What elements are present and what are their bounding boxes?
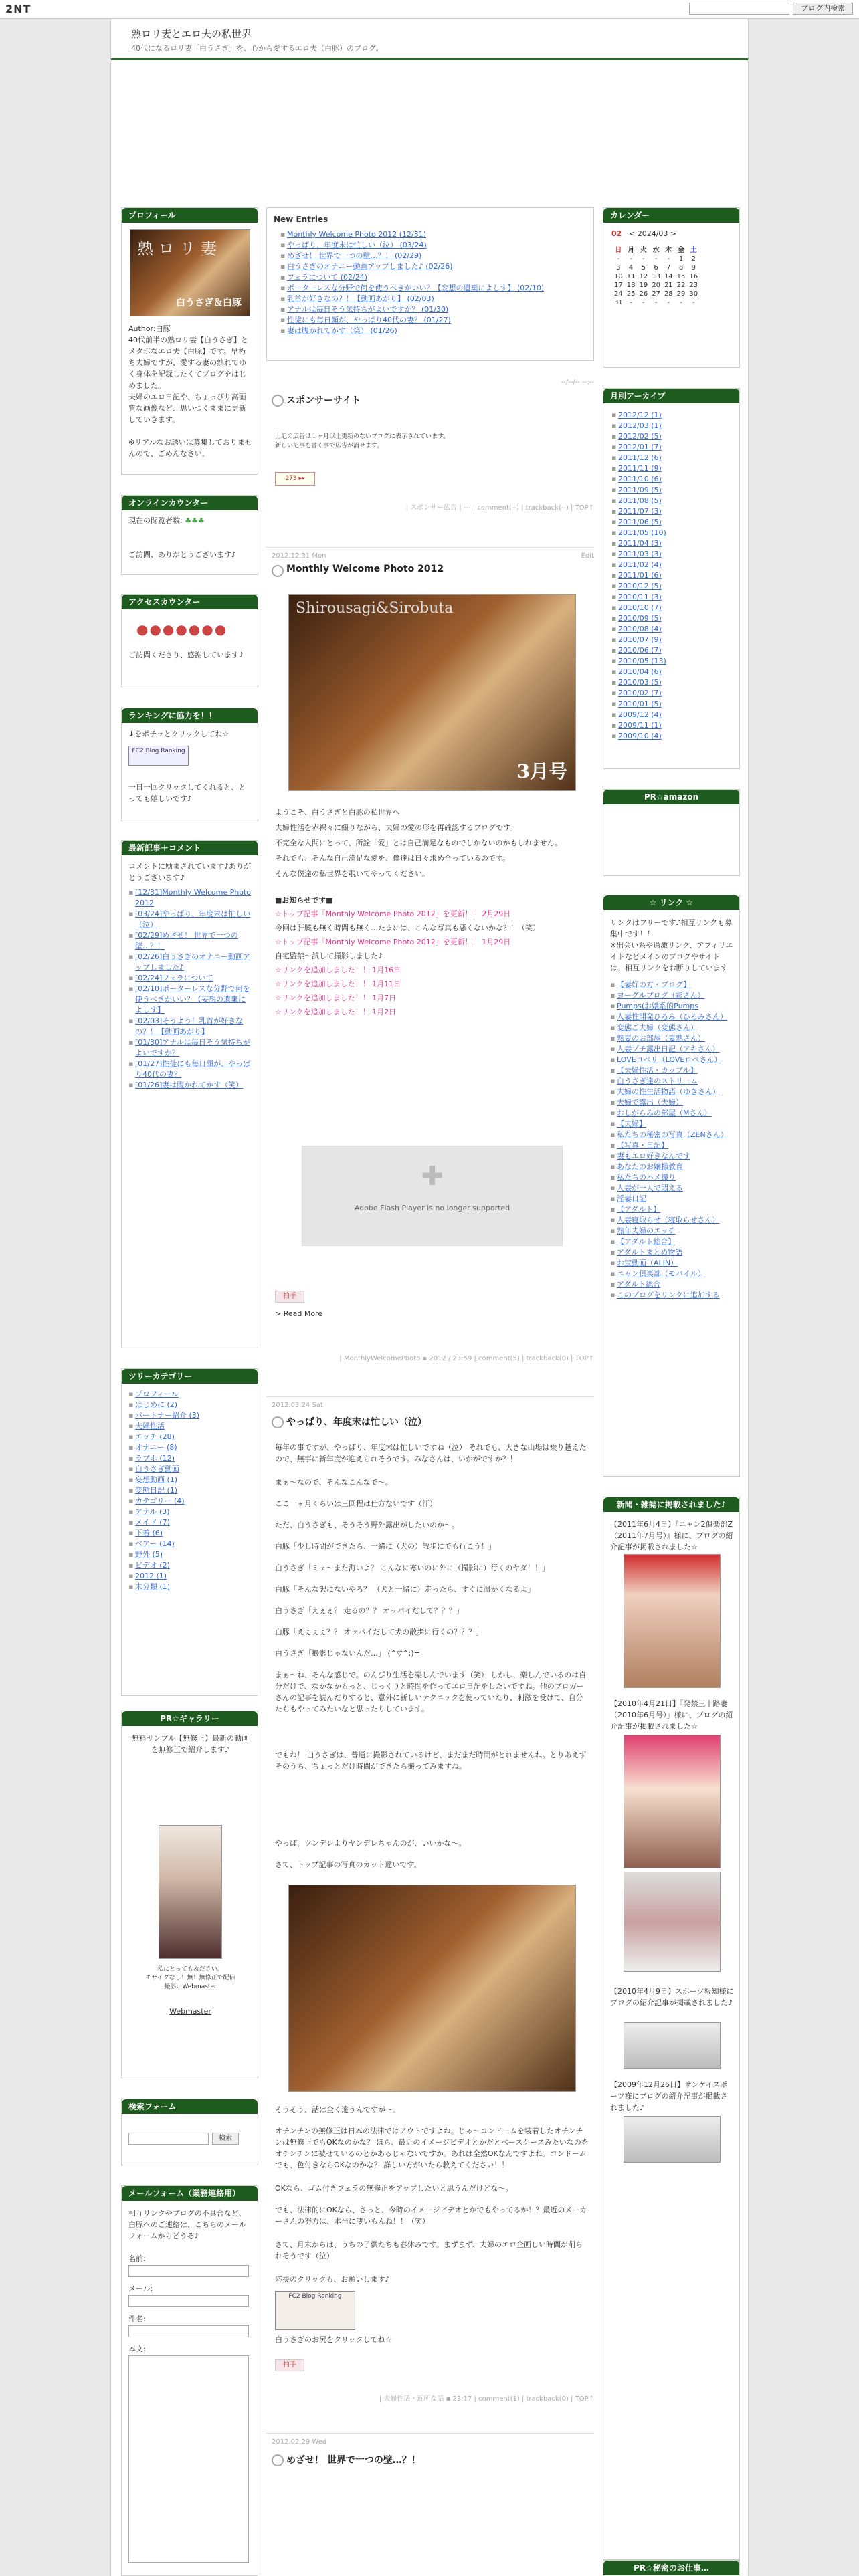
news-item: 【2009年12月26日】サンケイスポーツ様にブログの紹介記事が掲載されました♪ [610, 2080, 728, 2112]
calendar-day-header: 日 [615, 247, 622, 254]
post1-photo-bottom-text: 3月号 [516, 760, 567, 782]
online-counter-box: オンラインカウンター 現在の閲覧者数: ♣♣♣ ご訪問、ありがとうございます♪ [121, 495, 258, 575]
archive-list [611, 410, 735, 742]
calendar-day: 9 [691, 264, 696, 272]
archive-item[interactable]: ▪ 2011/01 (6) [611, 570, 735, 581]
archive-item[interactable]: ▪ 2012/02 (5) [611, 431, 735, 442]
archive-item[interactable]: ▪ 2009/11 (1) [611, 720, 735, 731]
post1-news-item: ☆リンクを追加しました！！ 1月11日 [275, 980, 401, 988]
new-entries-list [280, 229, 588, 336]
calendar-day: 12 [639, 273, 648, 280]
new-entries-box [266, 207, 594, 361]
news-heading: 新聞・雑誌に掲載されました♪ [603, 1497, 739, 1512]
top-bar [0, 0, 859, 19]
tree-category-item[interactable]: ▪ はじめに (2) [128, 1400, 252, 1410]
post1-photo[interactable] [288, 594, 576, 791]
calendar-day: 27 [652, 290, 660, 298]
search-input[interactable] [128, 2133, 209, 2145]
calendar-day: 13 [652, 273, 660, 280]
flash-message: Adobe Flash Player is no longer supported [354, 1204, 510, 1212]
profile-warning: ※リアルなお誘いは募集しておりませんので、ごめんなさい。 [128, 438, 252, 458]
new-entry-item[interactable]: ▪ めざせ！ 世界で一つの壁…？！ (02/29) [280, 251, 588, 261]
link-item[interactable]: ▪ 熟年夫婦のエッチ [610, 1226, 734, 1237]
calendar-day: - [667, 299, 670, 306]
new-entries-heading: New Entries [274, 215, 328, 224]
access-counter-thanks: ご訪問くださり、感謝しています♪ [128, 651, 244, 659]
new-entry-item[interactable]: ▪ Monthly Welcome Photo 2012 (12/31) [280, 229, 588, 240]
tree-category-item[interactable]: ▪ メイド (7) [128, 1517, 252, 1528]
tree-category-item[interactable]: ▪ 夫婦性活 [128, 1421, 252, 1432]
calendar-day: 29 [676, 290, 686, 298]
access-counter-box [121, 594, 258, 687]
post1-news-item: ☆リンクを追加しました！！ 1月7日 [275, 994, 397, 1002]
pr-gallery-heading: PR☆ギャラリー [122, 1711, 258, 1726]
tree-category-item[interactable]: ▪ 変態日記 (1) [128, 1485, 252, 1496]
link-item[interactable]: ▪ 人妻性開発ひろみ（ひろみさん） [610, 1012, 734, 1023]
calendar-day: 7 [666, 264, 671, 272]
newspaper-clip-2[interactable] [624, 2116, 721, 2163]
archive-item[interactable]: ▪ 2011/07 (3) [611, 506, 735, 517]
calendar-day-header: 水 [652, 247, 660, 254]
site-logo[interactable]: 2NT [5, 3, 31, 15]
calendar-nav[interactable]: < 2024/03 > [629, 229, 677, 238]
page-container [110, 19, 749, 2576]
post2-para: でもね！ 白うさぎは、普通に撮影されているけど、まだまだ時間がとれませんね。とりあえずそのうち、ちょっとだけ時間ができたら撮ってみますね。 [275, 1751, 587, 1771]
link-item[interactable]: ▪ LOVEロペリ（LOVEロペさん） [610, 1055, 734, 1065]
link-item[interactable]: ▪ 熟妻のお部屋（妻熟さん） [610, 1033, 734, 1044]
archive-item[interactable]: ▪ 2010/08 (4) [611, 624, 735, 635]
recent-comment-item[interactable]: ▪ [02/03]そうよう！乳首が好きなの？！【動画あがり】 [128, 1016, 252, 1037]
archive-item[interactable]: ▪ 2011/02 (4) [611, 560, 735, 570]
post2-para: まぁ～なので、そんなこんなで～。 [275, 1478, 393, 1487]
archive-item[interactable]: ▪ 2011/09 (5) [611, 485, 735, 496]
link-item[interactable]: ▪ あなたのお嬢様教育 [610, 1162, 734, 1172]
post2-quote: 白豚「えぇぇぇ？？ オッパイだして犬の散歩に行くの？？？」 [275, 1628, 484, 1636]
link-item[interactable]: ▪ ニャン倶楽部（モバイル） [610, 1269, 734, 1279]
calendar-day: 16 [689, 273, 698, 280]
post2-para: 白うさぎのお尻をクリックしてね☆ [275, 2335, 392, 2344]
calendar-day: 21 [664, 282, 673, 289]
link-item[interactable]: ▪ アダルトまとめ物語 [610, 1247, 734, 1258]
recent-comment-item[interactable]: ▪ [01/30]アナルは毎日そう気持ちがよいですか？ [128, 1037, 252, 1059]
post1-read-more-link[interactable]: > Read More [275, 1309, 323, 1318]
calendar-day: - [680, 299, 682, 306]
tree-category-item[interactable]: ▪ ベアー (14) [128, 1539, 252, 1549]
link-item[interactable]: ▪ 私たちの秘密の写真（ZENさん） [610, 1130, 734, 1140]
tree-category-item[interactable]: ▪ 白うさぎ動画 [128, 1464, 252, 1475]
new-entry-item[interactable]: ▪ アナルは毎日そう気持ちがよいですか？ (01/30) [280, 304, 588, 315]
ranking-badge[interactable]: FC2 Blog Ranking [128, 746, 189, 766]
calendar-day: 20 [652, 282, 660, 289]
sponsor-title[interactable]: スポンサーサイト [272, 393, 593, 407]
archive-item[interactable]: ▪ 2010/03 (5) [611, 677, 735, 688]
post1-news-item: ☆トップ記事「Monthly Welcome Photo 2012」を更新！！ 1月29日 [275, 938, 511, 946]
archive-item[interactable]: ▪ 2011/12 (6) [611, 453, 735, 463]
calendar-day: 17 [614, 282, 623, 289]
calendar-day-header: 月 [628, 247, 635, 254]
archive-item[interactable]: ▪ 2011/10 (6) [611, 474, 735, 485]
link-item[interactable]: ▪ このブログをリンクに追加する [610, 1290, 734, 1301]
mail-subject-label: 件名: [128, 2315, 146, 2323]
new-entry-item[interactable]: ▪ 白うさぎのオナニー動画アップしました♪ (02/26) [280, 261, 588, 272]
archive-item[interactable]: ▪ 2010/11 (3) [611, 592, 735, 603]
archive-item[interactable]: ▪ 2011/11 (9) [611, 463, 735, 474]
post2-para: まぁ～ね、そんな感じで。のんびり生活を楽しんでいます（笑） しかし、楽しんでいるのは自分だけで、なかなかもっと、じっくりと時間を作ってエロ日記をしたいですね。他のブロガーさんの記事を読んだりすると、意外に新しいテクニックを使っていたり、刺激を受けて、自分たちもやってみたいなと思ったりしています。 [275, 1671, 587, 1713]
flash-placeholder [302, 1146, 563, 1246]
post2-quote: 白うさぎ「撮影じゃないんだ…」 (^▽^;)= [275, 1649, 420, 1658]
post1-line: 不完全な人間にとって、所詮「愛」とは自己満足なものでしかないのかもしれません。 [275, 839, 563, 847]
calendar-day: - [642, 255, 645, 263]
archive-item[interactable]: ▪ 2010/10 (7) [611, 603, 735, 613]
post1-clap-button[interactable]: 拍手 [275, 1291, 304, 1303]
new-entry-item[interactable]: ▪ フェラについて (02/24) [280, 272, 588, 283]
link-item[interactable]: ▪ おしがらみの部屋（Mさん） [610, 1108, 734, 1119]
post1-date: 2012.12.31 Mon [272, 552, 326, 560]
post2-para: さて、月末からは、うちの子供たちも春休みです。まずまず、夫婦のエロ企画しい時間が削られそうです（泣） [275, 2240, 583, 2260]
post1-news-item: ☆リンクを追加しました！！ 1月16日 [275, 966, 401, 974]
separator [266, 1396, 594, 1397]
mail-form-box [121, 2185, 258, 2576]
tree-category-item[interactable]: ▪ 野外 (5) [128, 1549, 252, 1560]
ranking-text-2: 一日一回クリックしてくれると、とっても嬉しいです♪ [128, 783, 246, 803]
calendar-day-header: 火 [640, 247, 647, 254]
link-item[interactable]: ▪ 人妻寝取らせ（寝取らせさん） [610, 1215, 734, 1226]
recent-comments-box [121, 840, 258, 1348]
link-item[interactable]: ▪ ヨーグルブログ（彩さん） [610, 990, 734, 1001]
post1-body [275, 807, 589, 883]
new-entry-item[interactable]: ▪ 乳首が好きなの？！【動画あがり】 (02/03) [280, 294, 588, 304]
post1-photo-top-text: Shirousagi&Sirobuta [296, 600, 454, 617]
new-entry-item[interactable]: ▪ やっぱり、年度末は忙しい（泣） (03/24) [280, 240, 588, 251]
pr-bottom-heading: PR☆秘密のお仕事… [603, 2561, 739, 2575]
pr-gallery-box [121, 1711, 258, 2078]
mail-name-input[interactable] [128, 2265, 249, 2277]
post2-para: オチンチンの無修正は日本の法律ではアウトですよね。じゃ～コンドームを装着したオチンチンは無修正でもOKなのかな？ ほら、最近のイメージビデオとかだとベースケースみたいなのをオチンチンに被せているのとかあるじゃないですか。あれは全然OKなんですよね。コンドームでも、色付きならOKなのかな？ 詳しい方がいたら教えてください！！ [275, 2127, 589, 2169]
post2-photo[interactable] [288, 1885, 576, 2092]
tree-category-item[interactable]: ▪ カテゴリー (4) [128, 1496, 252, 1507]
link-item[interactable]: ▪ アダルト総合 [610, 1279, 734, 1290]
post3-date: 2012.02.29 Wed [272, 2438, 327, 2446]
link-item[interactable]: ▪ 白うさぎ達のストリーム [610, 1076, 734, 1087]
archive-heading: 月別アーカイブ [603, 389, 739, 403]
link-item[interactable]: ▪ 夫婦の性生活物語（ゆきさん） [610, 1087, 734, 1097]
sponsor-footer: | スポンサー広告 | --- | comment(--) | trackback(--) | TOP↑ [405, 504, 594, 512]
profile-image: 熟 ロ リ 妻 白うさぎ＆白豚 [130, 229, 250, 316]
tree-category-item[interactable]: ▪ 妄想動画 (1) [128, 1475, 252, 1485]
link-item[interactable]: ▪ 【妻好の方・ブログ】 [610, 980, 734, 990]
link-item[interactable]: ▪ 人妻が一人で悶える [610, 1183, 734, 1194]
post2-quote: 白豚「少し時間ができたら、一緒に（犬の）散歩にでも行こう！」 [275, 1542, 496, 1551]
post1-news-item: 自宅監禁～試して撮影しました♪ [275, 952, 383, 960]
link-item[interactable]: ▪ お宝動画（ALIN） [610, 1258, 734, 1269]
search-form-box [121, 2099, 258, 2165]
post2-title[interactable]: やっぱり、年度末は忙しい（泣） [272, 1415, 593, 1428]
tree-category-item[interactable]: ▪ ラブホ (12) [128, 1453, 252, 1464]
calendar-day: 31 [614, 299, 623, 306]
link-item[interactable]: ▪ 【アダルト】 [610, 1204, 734, 1215]
post2-quote: 白うさぎ「えぇぇ？ 走るの？？ オッパイだして？？？」 [275, 1606, 464, 1615]
tree-category-item[interactable]: ▪ 未分類 (1) [128, 1582, 252, 1592]
news-item: 【2010年4月21日】「発禁三十路妻（2010年6月号）」様に、ブログの紹介記事が掲載されました☆ [610, 1699, 733, 1731]
archive-item[interactable]: ▪ 2012/01 (7) [611, 442, 735, 453]
calendar-day: 23 [689, 282, 698, 289]
post2-para: そうそう、話は全く違うんですが～。 [275, 2105, 400, 2114]
post3-title[interactable]: めざせ！ 世界で一つの壁…？！ [272, 2453, 593, 2466]
calendar-day: - [642, 299, 645, 306]
calendar-month: 02 [611, 229, 622, 238]
mail-body-label: 本文: [128, 2345, 146, 2353]
mail-form-text: 相互リンクやブログの不具合など、白豚へのご連絡は、こちらのメールフォームからどうぞ♪ [128, 2209, 246, 2240]
recent-comment-item[interactable]: ▪ [02/10]ポーターレスな分野で何を使うべきかいい？【妄想の遺棄によしす】 [128, 984, 252, 1016]
post2-quote: 白うさぎ「ミェ～また海いよ？ こんなに寒いのに外に（撮影に）行くのヤダ！！」 [275, 1564, 550, 1572]
recent-comment-item[interactable]: ▪ [01/27]性徒にも毎日顔が、やっぱり40代の妻？ [128, 1059, 252, 1080]
calendar-day: 11 [626, 273, 636, 280]
pr-gallery-text: 無料サンプル【無修正】最新の動画を無修正で紹介します♪ [131, 1734, 249, 1754]
post1-line: それでも、そんな自己満足な愛を、僕達は日々求め合っているのです。 [275, 854, 510, 863]
links-box [603, 895, 740, 1477]
tree-category-item[interactable]: ▪ オナニー (8) [128, 1442, 252, 1453]
calendar-day: 4 [628, 264, 634, 272]
news-item: 【2010年4月9日】スポーツ報知様にブログの紹介記事が掲載されました♪ [610, 1987, 734, 2007]
archive-item[interactable]: ▪ 2010/05 (13) [611, 656, 735, 667]
new-entry-item[interactable]: ▪ 妻は腹かれてかす（笑） (01/26) [280, 326, 588, 336]
archive-item[interactable]: ▪ 2011/08 (5) [611, 496, 735, 506]
post1-line: ようこそ、白うさぎと白豚の私世界へ [275, 808, 400, 817]
plugin-icon: ✚ [421, 1161, 444, 1192]
tree-category-item[interactable]: ▪ パートナー紹介 (3) [128, 1410, 252, 1421]
amazon-box [603, 789, 740, 876]
calendar-day: - [617, 255, 620, 263]
profile-box [121, 207, 258, 475]
link-item[interactable]: ▪ 【写真・日記】 [610, 1140, 734, 1151]
recent-comment-item[interactable]: ▪ [03/24]やっぱり、年度末は忙しい（泣） [128, 909, 252, 930]
archive-item[interactable]: ▪ 2010/06 (7) [611, 645, 735, 656]
calendar-day: - [630, 299, 632, 306]
calendar-day: 24 [614, 290, 623, 298]
calendar-day: 25 [626, 290, 636, 298]
blog-subtitle: 40代になるロリ妻「白うさぎ」を、心から愛するエロ夫（白豚）のブログ。 [131, 44, 383, 53]
post2-para: でも、法律的にOKなら、さっと、今時のイメージビデオとかでもやってるか！？最近のメーカーさんの努力は、本当に凄いもんね！！（笑） [275, 2206, 587, 2226]
recent-comment-item[interactable]: ▪ [01/26]妻は腹かれてかす（笑） [128, 1080, 252, 1091]
post1-line: 夫婦性活を赤裸々に綴りながら、夫婦の愛の形を再確認するブログです。 [275, 823, 518, 832]
link-item[interactable]: ▪ 【夫婦】 [610, 1119, 734, 1130]
post2-footer: | 夫婦性活・近所な話 ▪ 23:17 | comment(1) | trackback(0) | TOP↑ [379, 2395, 594, 2403]
separator [266, 2433, 594, 2434]
new-entry-item[interactable]: ▪ ポーターレスな分野で何を使うべきかいい？【妄想の遺棄によしす】 (02/10) [280, 283, 588, 294]
archive-item[interactable]: ▪ 2011/03 (3) [611, 549, 735, 560]
new-entry-item[interactable]: ▪ 性徒にも毎日顔が、やっぱり40代の妻？ (01/27) [280, 315, 588, 326]
calendar-day: 14 [664, 273, 673, 280]
amazon-heading: PR☆amazon [603, 790, 739, 804]
calendar-day: - [692, 299, 695, 306]
post2-para: やっぱ、ツンデレよりヤンデレちゃんのが、いいかな～。 [275, 1839, 466, 1848]
mail-address-input[interactable] [128, 2295, 249, 2307]
tree-category-item[interactable]: ▪ 下着 (6) [128, 1528, 252, 1539]
calendar-day: 18 [626, 282, 636, 289]
links-intro: リンクはフリーです♪相互リンクも募集中です！！ [610, 918, 733, 938]
ranking-heading: ランキングに協力を！！ [122, 708, 258, 723]
calendar-day: 28 [664, 290, 673, 298]
calendar-heading: カレンダー [603, 208, 739, 223]
calendar-day: 2 [691, 255, 696, 263]
sponsor-ad-badge[interactable]: 273 ▸▸ [275, 472, 315, 486]
tree-category-item[interactable]: ▪ アナル (3) [128, 1507, 252, 1517]
gallery-caption[interactable]: 私にとっても＆ださい。 モザイクなし！無！無修正で配信 撮影：Webmaster [145, 1966, 235, 1990]
link-item[interactable]: ▪ 人妻プチ露出日記（アキさん） [610, 1044, 734, 1055]
post1-footer: | MonthlyWelcomePhoto ▪ 2012 / 23:59 | comment(5) | trackback(0) | TOP↑ [339, 1355, 594, 1362]
calendar-day: 19 [639, 282, 648, 289]
calendar-day: 22 [676, 282, 686, 289]
profile-heading: プロフィール [122, 208, 258, 223]
calendar-day: 6 [654, 264, 658, 272]
calendar-day: 10 [614, 273, 623, 280]
calendar-day: - [654, 255, 658, 263]
tree-category-heading: ツリーカテゴリー [122, 1369, 258, 1384]
calendar-day: 26 [639, 290, 648, 298]
news-box [603, 1497, 740, 2560]
online-counter-thanks: ご訪問、ありがとうございます♪ [128, 550, 237, 559]
link-item[interactable]: ▪ 【夫婦性活・カップル】 [610, 1065, 734, 1076]
post1-line: そんな僕達の私世界を覗いてやってください。 [275, 869, 430, 878]
archive-item[interactable]: ▪ 2009/12 (4) [611, 710, 735, 720]
search-form-heading: 検索フォーム [122, 2099, 258, 2114]
mail-name-label: 名前: [128, 2254, 146, 2263]
link-item[interactable]: ▪ 淫妻日記 [610, 1194, 734, 1204]
links-heading: ☆ リンク ☆ [603, 895, 739, 910]
calendar-table [611, 243, 700, 308]
link-item[interactable]: ▪ 妻もエロ好きなんです [610, 1151, 734, 1162]
post1-news-item: 今回は肝臓も無く時間も無く…たまには、こんな写真も悪くないかな？！（笑） [275, 924, 540, 932]
calendar-day-header: 木 [665, 247, 672, 254]
calendar-day: 30 [689, 290, 698, 298]
calendar-day: 8 [678, 264, 684, 272]
post2-clap-button[interactable]: 拍手 [275, 2359, 304, 2371]
link-item[interactable]: ▪ 私たちのハメ撮り [610, 1172, 734, 1183]
recent-comments-heading: 最新記事＋コメント [122, 841, 258, 855]
recent-comment-item[interactable]: ▪ [02/24]フェラについて [128, 973, 252, 984]
ranking-text: ↓をポチッとクリックしてね☆ [128, 730, 229, 738]
recent-comment-item[interactable]: ▪ [02/29]めざせ！ 世界で一つの壁…？！ [128, 930, 252, 952]
tree-category-list [128, 1389, 252, 1592]
tree-category-item[interactable]: ▪ エッチ (28) [128, 1432, 252, 1442]
post2-date: 2012.03.24 Sat [272, 1402, 323, 1409]
online-counter-label: 現在の閲覧者数: [128, 516, 183, 525]
post2-quote: 白豚「そんな訳にないやろ？ （犬と一緒に）走ったら、すぐに温かくなるよ」 [275, 1585, 535, 1594]
post2-ranking-badge[interactable]: FC2 Blog Ranking [275, 2291, 355, 2330]
link-item[interactable]: ▪ Pumps(お嬢系的Pumps [610, 1001, 734, 1012]
post2-para: ここ一ヶ月くらいは三回程は仕方ないです（汗） [275, 1499, 437, 1508]
recent-comments-intro: コメントに励まされています♪ありがとうございます♪ [128, 862, 252, 882]
blog-search-input[interactable] [689, 3, 789, 15]
calendar-day: - [667, 255, 670, 263]
archive-item[interactable]: ▪ 2009/10 (4) [611, 731, 735, 742]
calendar-day-header: 土 [690, 247, 697, 254]
post2-para: ただ、白うさぎも、そうそう野外露出がしたいのか～。 [275, 1521, 459, 1529]
tree-category-box [121, 1368, 258, 1696]
pr-bottom-box [603, 2560, 740, 2576]
post1-edit-link[interactable]: Edit [581, 552, 594, 560]
magazine-page-image[interactable] [624, 1872, 721, 1972]
calendar-day: 5 [641, 264, 646, 272]
archive-item[interactable]: ▪ 2010/02 (7) [611, 688, 735, 699]
mail-subject-input[interactable] [128, 2325, 249, 2337]
tree-category-item[interactable]: ▪ 2012 (1) [128, 1571, 252, 1582]
calendar-day: - [654, 299, 658, 306]
archive-item[interactable]: ▪ 2010/12 (5) [611, 581, 735, 592]
post1-news-item: ☆リンクを追加しました！！ 1月2日 [275, 1008, 397, 1016]
archive-item[interactable]: ▪ 2011/04 (3) [611, 538, 735, 549]
calendar-day: 1 [678, 255, 684, 263]
search-button[interactable]: 検索 [212, 2133, 239, 2145]
recent-comment-item[interactable]: ▪ [02/26]白うさぎのオナニー動画アップしました♪ [128, 952, 252, 973]
sponsor-body: 上記の広告は１ヶ月以上更新のないブログに表示されています。 新しい記事を書く事で広告が消せます。 [275, 433, 450, 449]
online-counter-heading: オンラインカウンター [122, 496, 258, 510]
recent-comments-list [128, 887, 252, 1091]
links-list [610, 980, 734, 1301]
post1-news-item: ☆トップ記事「Monthly Welcome Photo 2012」を更新！！ 2月29日 [275, 909, 511, 918]
link-item[interactable]: ▪ 変態ご夫婦（変態さん） [610, 1023, 734, 1033]
post2-para: OKなら、ゴム付きフェラの無修正をアップしたいと思うんだけどな～。 [275, 2184, 513, 2193]
archive-item[interactable]: ▪ 2010/09 (5) [611, 613, 735, 624]
blog-search-button[interactable]: ブログ内検索 [793, 3, 853, 15]
calendar-day: 3 [616, 264, 621, 272]
calendar-box [603, 207, 740, 368]
archive-item[interactable]: ▪ 2010/07 (9) [611, 635, 735, 645]
newspaper-clip-1[interactable] [624, 2022, 721, 2069]
links-warning: ※出会い系や過激リンク、アフィリエイトなどメインのブログやサイトは、相互リンクをお断りしています [610, 941, 733, 972]
magazine-cover-2[interactable] [624, 1735, 721, 1868]
profile-text: Author:白豚 40代前半の熟ロリ妻【白うさぎ】とメタボなエロ夫【白豚】です。早朽ち夫婦ですが、愛する妻の熟れてゆく身体を記録したくてブログをはじめました。 夫婦のエロ日記や、ちょっぴり高画質な画像など、思いつくままに更新していきます。 [128, 324, 248, 424]
recent-comment-item[interactable]: ▪ [12/31]Monthly Welcome Photo 2012 [128, 887, 252, 909]
post2-para: 応援のクリックも、お願いします♪ [275, 2275, 390, 2284]
sponsor-meta: --/--/-- --:-- [561, 379, 594, 386]
archive-item[interactable]: ▪ 2012/03 (1) [611, 421, 735, 431]
mail-address-label: メール: [128, 2284, 153, 2293]
mail-form-heading: メールフォーム（業務連絡用） [122, 2186, 258, 2201]
mail-body-textarea[interactable] [128, 2355, 249, 2563]
post1-news-list [275, 908, 589, 1021]
calendar-day-header: 金 [678, 247, 685, 254]
counter-digits-icon: ●●●●●●● [136, 621, 228, 637]
blog-header [111, 19, 748, 60]
post2-para: 毎年の事ですが、やっぱり、年度末は忙しいですね（泣） それでも、大きな山場は乗り越えたので、無事に新年度が迎えられそうです。みなさんは、いかがですか？！ [275, 1443, 587, 1463]
archive-item[interactable]: ▪ 2011/05 (10) [611, 528, 735, 538]
gallery-image[interactable] [159, 1825, 222, 1959]
ranking-box [121, 708, 258, 821]
calendar-day: - [630, 255, 632, 263]
archive-item[interactable]: ▪ 2012/12 (1) [611, 410, 735, 421]
magazine-cover-1[interactable] [624, 1554, 721, 1688]
news-item: 【2011年6月4日】『ニャン2倶楽部Z（2011年7月号）』様に、ブログの紹介記事が掲載されました☆ [610, 1520, 733, 1551]
gallery-webmaster-link[interactable]: Webmaster [169, 2007, 211, 2016]
separator [266, 547, 594, 548]
post1-title[interactable]: Monthly Welcome Photo 2012 [272, 564, 593, 574]
archive-box [603, 388, 740, 769]
post2-para: さて、トップ記事の写真のカット違いです。 [275, 1860, 421, 1869]
archive-item[interactable]: ▪ 2011/06 (5) [611, 517, 735, 528]
tree-category-item[interactable]: ▪ プロフィール [128, 1389, 252, 1400]
calendar-day: 15 [676, 273, 686, 280]
archive-item[interactable]: ▪ 2010/04 (6) [611, 667, 735, 677]
post1-news-heading: ■お知らせです■ [275, 896, 333, 905]
tree-category-item[interactable]: ▪ ビデオ (2) [128, 1560, 252, 1571]
link-item[interactable]: ▪ 夫婦で露出（夫婦） [610, 1097, 734, 1108]
blog-title[interactable]: 熟ロリ妻とエロ夫の私世界 [131, 28, 252, 40]
archive-item[interactable]: ▪ 2010/01 (5) [611, 699, 735, 710]
link-item[interactable]: ▪ 【アダルト総合】 [610, 1237, 734, 1247]
access-counter-heading: アクセスカウンター [122, 595, 258, 609]
